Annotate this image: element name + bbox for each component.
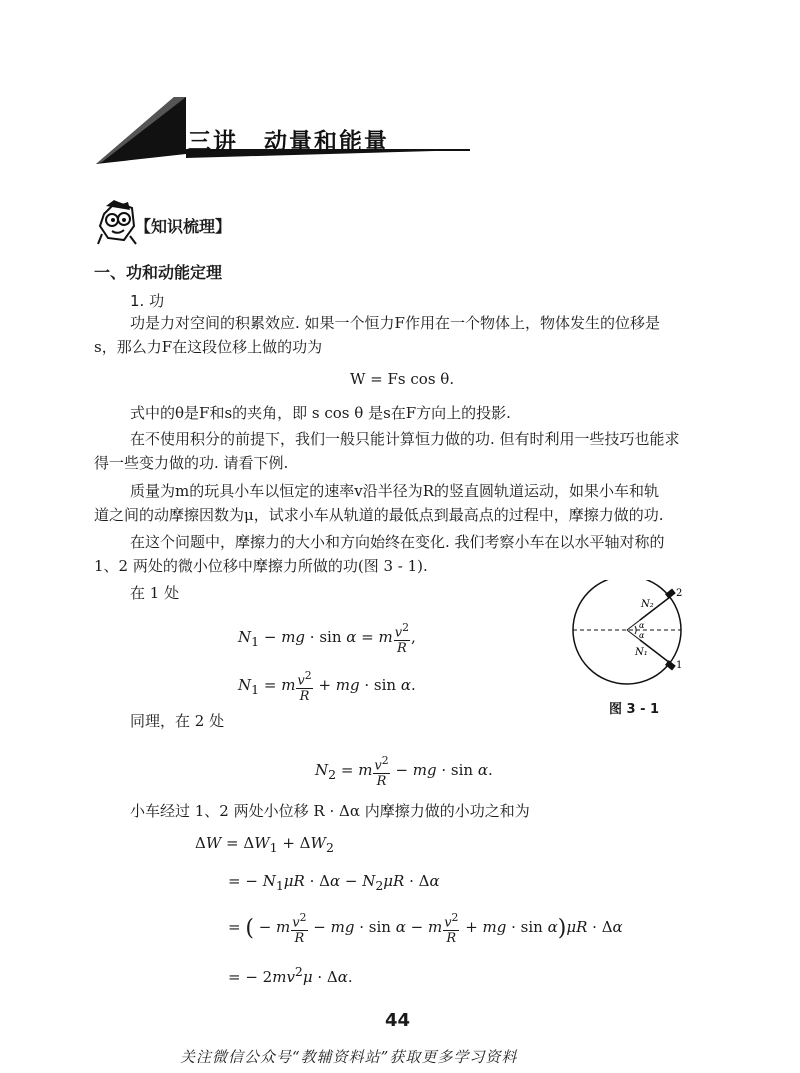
equation-n1-a: $N_1$ − mg · sin α = m $\frac{v^2}{R}$ , <box>238 621 416 657</box>
chapter-title: 第三讲 动量和能量 <box>163 129 389 155</box>
label-n2: N₂ <box>641 599 654 610</box>
paragraph-line: 在这个问题中，摩擦力的大小和方向始终在变化. 我们考察小车在以水平轴对称的 <box>130 533 665 551</box>
paragraph-line: 同理，在 2 处 <box>130 712 225 730</box>
paragraph-line: 在 1 处 <box>130 584 180 602</box>
equation-sum-3: = ( − m $\frac{v^2}{R}$ − mg · sin α − m $\frac{v^2}{R}$ + mg · sin α)μR · Δα <box>228 911 623 947</box>
page-number: 44 <box>385 1010 411 1031</box>
label-alpha-1: α <box>639 621 645 630</box>
footer-note: 关注微信公众号“教辅资料站”获取更多学习资料 <box>180 1048 518 1066</box>
heading-work-energy: 一、功和动能定理 <box>94 263 223 282</box>
equation-work: W = Fs cos θ. <box>350 370 455 388</box>
paragraph-line: 得一些变力做的功. 请看下例. <box>94 454 289 472</box>
mascot-icon <box>96 200 138 246</box>
paragraph-line: s，那么力F在这段位移上做的功为 <box>94 338 323 356</box>
paragraph-line: 式中的θ是F和s的夹角，即 s cos θ 是s在F方向上的投影. <box>130 404 511 422</box>
equation-n2: $N_2 = m$ $\frac{v^2}{R}$ − mg · sin α. <box>315 754 493 790</box>
cart-2 <box>665 589 676 599</box>
figure-caption: 图 3 - 1 <box>609 702 660 717</box>
subheading-work: 1. 功 <box>130 292 165 310</box>
paragraph-line: 道之间的动摩擦因数为μ，试求小车从轨道的最低点到最高点的过程中，摩擦力做的功. <box>94 506 664 524</box>
equation-sum-2: = − $N_1\mu R \cdot \Delta\alpha - N_2\mu R \cdot \Delta\alpha$ <box>228 872 440 893</box>
section-tag: 【知识梳理】 <box>135 217 232 236</box>
angle-arc <box>635 626 636 634</box>
label-n1: N₁ <box>635 647 648 658</box>
paragraph-line: 在不使用积分的前提下，我们一般只能计算恒力做的功. 但有时利用一些技巧也能求 <box>130 430 680 448</box>
track-circle <box>573 580 681 684</box>
label-point-2: 2 <box>676 588 683 599</box>
paragraph-line: 小车经过 1、2 两处小位移 R · Δα 内摩擦力做的小功之和为 <box>130 802 530 820</box>
label-alpha-2: α <box>639 631 645 640</box>
paragraph-line: 功是力对空间的积累效应. 如果一个恒力F作用在一个物体上，物体发生的位移是 <box>130 314 660 332</box>
figure-circle-diagram <box>565 580 690 690</box>
equation-sum-1: $\Delta W = \Delta W_1 + \Delta W_2$ <box>195 834 334 855</box>
paragraph-line: 1、2 两处的微小位移中摩擦力所做的功(图 3 - 1). <box>94 557 428 575</box>
cart-1 <box>665 660 676 670</box>
equation-n1-b: $N_1 = m$ $\frac{v^2}{R}$ + mg · sin α. <box>238 669 416 705</box>
paragraph-line: 质量为m的玩具小车以恒定的速率v沿半径为R的竖直圆轨道运动，如果小车和轨 <box>130 482 659 500</box>
label-point-1: 1 <box>676 660 683 671</box>
equation-sum-4: = − $2mv^2\mu \cdot \Delta\alpha$. <box>228 964 353 986</box>
